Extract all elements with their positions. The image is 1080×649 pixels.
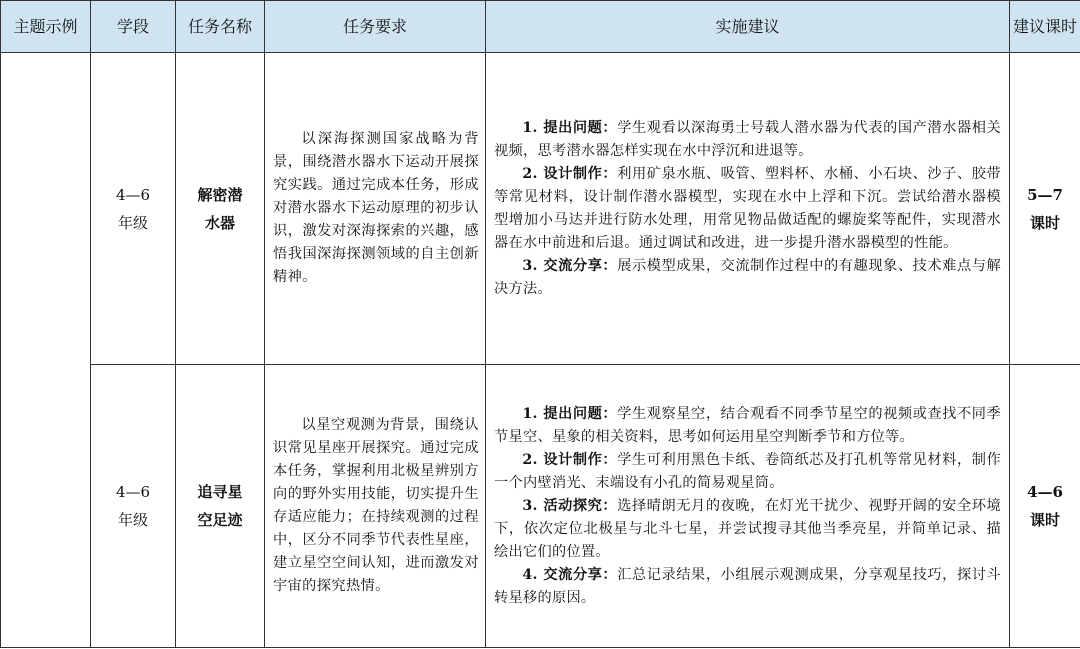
suggestion-cell [486, 53, 1010, 365]
suggestion-label: 2. 设计制作： [522, 165, 618, 182]
task-name-line: 追寻星 [197, 483, 243, 501]
table-row [1, 53, 1080, 365]
task-name-cell [176, 365, 265, 648]
hours-cell [1010, 365, 1080, 648]
header-stage: 学段 [91, 1, 176, 53]
stage-unit: 年级 [117, 213, 148, 232]
requirement-cell: 以星空观测为背景，围绕认识常见星座开展探究。通过完成本任务，掌握利用北极星辨别方向的野外实用技能，切实提升生存适应能力；在持续观测的过程中，区分不同季节代表性星座，建立星空空间认知，进而激发对宇宙的探究热情。 [265, 365, 486, 648]
suggestion-item [494, 495, 1001, 564]
suggestion-text: 学生可利用黑色卡纸、卷筒纸芯及打孔机等常见材料，制作一个内壁消光、末端设有小孔的简易观星筒。 [494, 451, 1001, 491]
header-requirement: 任务要求 [265, 1, 486, 53]
task-name-line: 空足迹 [197, 511, 243, 529]
stage-range: 4—6 [115, 185, 151, 204]
header-task-name: 任务名称 [176, 1, 265, 53]
header-suggestion: 实施建议 [486, 1, 1010, 53]
suggestion-text: 展示模型成果，交流制作过程中的有趣现象、技术难点与解决方法。 [494, 257, 1001, 297]
suggestion-item [494, 255, 1001, 301]
task-name-cell [176, 53, 265, 365]
theme-cell [1, 53, 91, 648]
suggestion-label: 1. 提出问题： [522, 405, 618, 422]
task-name-line: 水器 [204, 213, 235, 232]
suggestion-item [494, 564, 1001, 610]
stage-cell [91, 365, 176, 648]
stage-unit: 年级 [117, 511, 148, 529]
hours-range: 5—7 [1027, 185, 1063, 204]
stage-range: 4—6 [115, 483, 151, 501]
suggestion-label: 3. 交流分享： [522, 257, 618, 274]
suggestion-text: 汇总记录结果，小组展示观测成果，分享观星技巧，探讨斗转星移的原因。 [494, 566, 1001, 606]
table-row [1, 365, 1080, 648]
hours-cell [1010, 53, 1080, 365]
hours-unit: 课时 [1029, 213, 1060, 232]
suggestion-item [494, 163, 1001, 255]
suggestion-item [494, 117, 1001, 163]
suggestion-text: 学生观察星空，结合观看不同季节星空的视频或查找不同季节星空、星象的相关资料，思考如何运用星空判断季节和方位等。 [494, 405, 1001, 445]
suggestion-item [494, 403, 1001, 449]
suggestion-text: 选择晴朗无月的夜晚，在灯光干扰少、视野开阔的安全环境下，依次定位北极星与北斗七星，并尝试搜寻其他当季亮星，并简单记录、描绘出它们的位置。 [494, 497, 1001, 560]
hours-unit: 课时 [1029, 511, 1060, 529]
stage-cell [91, 53, 176, 365]
header-hours: 建议课时 [1010, 1, 1080, 53]
suggestion-item [494, 449, 1001, 495]
suggestion-label: 2. 设计制作： [522, 451, 618, 468]
requirement-cell: 以深海探测国家战略为背景，围绕潜水器水下运动开展探究实践。通过完成本任务，形成对潜水器水下运动原理的初步认识，激发对深海探索的兴趣，感悟我国深海探测领域的自主创新精神。 [265, 53, 486, 365]
hours-range: 4—6 [1027, 483, 1063, 501]
suggestion-cell [486, 365, 1010, 648]
suggestion-text: 学生观看以深海勇士号载人潜水器为代表的国产潜水器相关视频，思考潜水器怎样实现在水中浮沉和进退等。 [494, 119, 1001, 159]
header-row [1, 1, 1080, 53]
suggestion-label: 4. 交流分享： [522, 566, 618, 583]
suggestion-label: 3. 活动探究： [522, 497, 618, 514]
suggestion-text: 利用矿泉水瓶、吸管、塑料杯、水桶、小石块、沙子、胶带等常见材料，设计制作潜水器模型，实现在水中上浮和下沉。尝试给潜水器模型增加小马达并进行防水处理，用常见物品做适配的螺旋桨等配件，实现潜水器在水中前进和后退。通过调试和改进，进一步提升潜水器模型的性能。 [494, 165, 1001, 251]
suggestion-label: 1. 提出问题： [522, 119, 618, 136]
task-name-line: 解密潜 [197, 185, 243, 204]
header-theme: 主题示例 [1, 1, 91, 53]
